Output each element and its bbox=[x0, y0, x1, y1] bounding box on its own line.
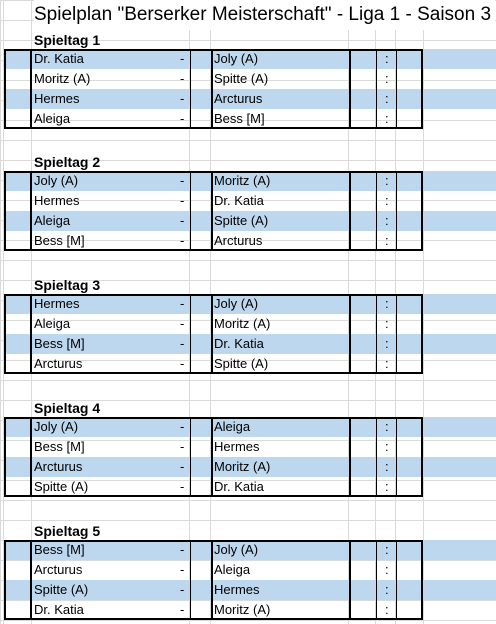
score-separator: : bbox=[385, 562, 389, 577]
vs-separator: - bbox=[180, 233, 185, 248]
away-score-cell[interactable] bbox=[396, 437, 422, 457]
away-team-cell[interactable]: Spitte (A) bbox=[214, 356, 269, 371]
away-team-cell[interactable]: Moritz (A) bbox=[214, 459, 271, 474]
away-score-cell[interactable] bbox=[396, 109, 422, 129]
home-score-cell[interactable] bbox=[350, 417, 380, 437]
home-team-cell[interactable]: Hermes bbox=[34, 91, 80, 106]
home-team-cell[interactable]: Dr. Katia bbox=[34, 602, 84, 617]
score-separator: : bbox=[385, 356, 389, 371]
away-team-cell[interactable]: Arcturus bbox=[214, 233, 263, 248]
away-team-cell[interactable]: Moritz (A) bbox=[214, 173, 271, 188]
match-row bbox=[4, 69, 496, 89]
match-row bbox=[4, 109, 496, 129]
matchday-label: Spieltag 3 bbox=[34, 277, 101, 293]
match-row bbox=[4, 600, 496, 620]
score-separator: : bbox=[385, 91, 389, 106]
vs-separator: - bbox=[180, 111, 185, 126]
home-team-cell[interactable]: Bess [M] bbox=[34, 233, 85, 248]
away-score-cell[interactable] bbox=[396, 89, 422, 109]
match-row bbox=[4, 191, 496, 211]
away-score-cell[interactable] bbox=[396, 540, 422, 560]
match-row bbox=[4, 314, 496, 334]
match-row bbox=[4, 49, 496, 69]
home-score-cell[interactable] bbox=[350, 69, 380, 89]
home-score-cell[interactable] bbox=[350, 457, 380, 477]
match-row bbox=[4, 171, 496, 191]
match-row bbox=[4, 211, 496, 231]
away-team-cell[interactable]: Aleiga bbox=[214, 419, 251, 434]
home-team-cell[interactable]: Joly (A) bbox=[34, 173, 79, 188]
home-score-cell[interactable] bbox=[350, 109, 380, 129]
vs-separator: - bbox=[180, 582, 185, 597]
away-team-cell[interactable]: Spitte (A) bbox=[214, 71, 269, 86]
score-separator: : bbox=[385, 479, 389, 494]
score-separator: : bbox=[385, 336, 389, 351]
away-team-cell[interactable]: Spitte (A) bbox=[214, 213, 269, 228]
vs-separator: - bbox=[180, 193, 185, 208]
score-separator: : bbox=[385, 71, 389, 86]
vs-separator: - bbox=[180, 459, 185, 474]
matchday-label: Spieltag 5 bbox=[34, 523, 101, 539]
home-team-cell[interactable]: Bess [M] bbox=[34, 542, 85, 557]
matchday-label: Spieltag 4 bbox=[34, 400, 101, 416]
home-team-cell[interactable]: Bess [M] bbox=[34, 439, 85, 454]
vs-separator: - bbox=[180, 419, 185, 434]
away-score-cell[interactable] bbox=[396, 171, 422, 191]
away-score-cell[interactable] bbox=[396, 580, 422, 600]
away-score-cell[interactable] bbox=[396, 560, 422, 580]
away-score-cell[interactable] bbox=[396, 191, 422, 211]
match-row bbox=[4, 477, 496, 497]
match-row bbox=[4, 560, 496, 580]
away-score-cell[interactable] bbox=[396, 334, 422, 354]
vs-separator: - bbox=[180, 213, 185, 228]
home-score-cell[interactable] bbox=[350, 540, 380, 560]
page-title: Spielplan "Berserker Meisterschaft" - Liga 1 - Saison 3 bbox=[34, 0, 495, 30]
vs-separator: - bbox=[180, 316, 185, 331]
away-team-cell[interactable]: Aleiga bbox=[214, 562, 251, 577]
away-team-cell[interactable]: Bess [M] bbox=[214, 111, 265, 126]
home-score-cell[interactable] bbox=[350, 580, 380, 600]
matchday-label: Spieltag 1 bbox=[34, 32, 101, 48]
away-team-cell[interactable]: Arcturus bbox=[214, 91, 263, 106]
away-score-cell[interactable] bbox=[396, 294, 422, 314]
away-score-cell[interactable] bbox=[396, 417, 422, 437]
vs-separator: - bbox=[180, 356, 185, 371]
away-team-cell[interactable]: Moritz (A) bbox=[214, 602, 271, 617]
vs-separator: - bbox=[180, 439, 185, 454]
away-team-cell[interactable]: Dr. Katia bbox=[214, 336, 264, 351]
away-team-cell[interactable]: Joly (A) bbox=[214, 542, 259, 557]
match-row bbox=[4, 540, 496, 560]
away-score-cell[interactable] bbox=[396, 314, 422, 334]
vs-separator: - bbox=[180, 51, 185, 66]
match-row bbox=[4, 417, 496, 437]
score-separator: : bbox=[385, 582, 389, 597]
home-score-cell[interactable] bbox=[350, 89, 380, 109]
home-score-cell[interactable] bbox=[350, 477, 380, 497]
away-score-cell[interactable] bbox=[396, 69, 422, 89]
away-team-cell[interactable]: Dr. Katia bbox=[214, 193, 264, 208]
home-team-cell[interactable]: Spitte (A) bbox=[34, 479, 89, 494]
vs-separator: - bbox=[180, 296, 185, 311]
score-separator: : bbox=[385, 111, 389, 126]
score-separator: : bbox=[385, 602, 389, 617]
matchday-label: Spieltag 2 bbox=[34, 154, 101, 170]
match-row bbox=[4, 334, 496, 354]
home-team-cell[interactable]: Arcturus bbox=[34, 459, 83, 474]
vs-separator: - bbox=[180, 479, 185, 494]
home-team-cell[interactable]: Spitte (A) bbox=[34, 582, 89, 597]
match-row bbox=[4, 437, 496, 457]
score-separator: : bbox=[385, 296, 389, 311]
away-score-cell[interactable] bbox=[396, 600, 422, 620]
home-team-cell[interactable]: Joly (A) bbox=[34, 419, 79, 434]
away-score-cell[interactable] bbox=[396, 211, 422, 231]
vs-separator: - bbox=[180, 602, 185, 617]
home-team-cell[interactable]: Moritz (A) bbox=[34, 71, 91, 86]
vs-separator: - bbox=[180, 336, 185, 351]
away-score-cell[interactable] bbox=[396, 231, 422, 251]
score-separator: : bbox=[385, 193, 389, 208]
away-score-cell[interactable] bbox=[396, 354, 422, 374]
home-team-cell[interactable]: Aleiga bbox=[34, 316, 71, 331]
score-separator: : bbox=[385, 419, 389, 434]
away-team-cell[interactable]: Moritz (A) bbox=[214, 316, 271, 331]
match-row bbox=[4, 89, 496, 109]
home-score-cell[interactable] bbox=[350, 191, 380, 211]
home-score-cell[interactable] bbox=[350, 211, 380, 231]
away-team-cell[interactable]: Joly (A) bbox=[214, 296, 259, 311]
away-score-cell[interactable] bbox=[396, 49, 422, 69]
score-separator: : bbox=[385, 439, 389, 454]
away-team-cell[interactable]: Dr. Katia bbox=[214, 479, 264, 494]
score-separator: : bbox=[385, 542, 389, 557]
away-score-cell[interactable] bbox=[396, 457, 422, 477]
match-row bbox=[4, 457, 496, 477]
match-row bbox=[4, 354, 496, 374]
home-team-cell[interactable]: Arcturus bbox=[34, 562, 83, 577]
match-row bbox=[4, 231, 496, 251]
home-score-cell[interactable] bbox=[350, 354, 380, 374]
home-score-cell[interactable] bbox=[350, 437, 380, 457]
away-team-cell[interactable]: Joly (A) bbox=[214, 51, 259, 66]
home-score-cell[interactable] bbox=[350, 314, 380, 334]
home-score-cell[interactable] bbox=[350, 560, 380, 580]
home-team-cell[interactable]: Dr. Katia bbox=[34, 51, 84, 66]
match-row bbox=[4, 294, 496, 314]
home-team-cell[interactable]: Hermes bbox=[34, 296, 80, 311]
home-team-cell[interactable]: Aleiga bbox=[34, 111, 71, 126]
away-score-cell[interactable] bbox=[396, 477, 422, 497]
vs-separator: - bbox=[180, 542, 185, 557]
vs-separator: - bbox=[180, 173, 185, 188]
home-score-cell[interactable] bbox=[350, 171, 380, 191]
home-team-cell[interactable]: Hermes bbox=[34, 193, 80, 208]
home-score-cell[interactable] bbox=[350, 334, 380, 354]
home-team-cell[interactable]: Arcturus bbox=[34, 356, 83, 371]
score-separator: : bbox=[385, 459, 389, 474]
vs-separator: - bbox=[180, 91, 185, 106]
score-separator: : bbox=[385, 173, 389, 188]
vs-separator: - bbox=[180, 71, 185, 86]
home-team-cell[interactable]: Bess [M] bbox=[34, 336, 85, 351]
home-score-cell[interactable] bbox=[350, 294, 380, 314]
score-separator: : bbox=[385, 51, 389, 66]
home-score-cell[interactable] bbox=[350, 231, 380, 251]
score-separator: : bbox=[385, 213, 389, 228]
home-score-cell[interactable] bbox=[350, 600, 380, 620]
home-team-cell[interactable]: Aleiga bbox=[34, 213, 71, 228]
score-separator: : bbox=[385, 233, 389, 248]
match-row bbox=[4, 580, 496, 600]
away-team-cell[interactable]: Hermes bbox=[214, 582, 260, 597]
score-separator: : bbox=[385, 316, 389, 331]
away-team-cell[interactable]: Hermes bbox=[214, 439, 260, 454]
home-score-cell[interactable] bbox=[350, 49, 380, 69]
vs-separator: - bbox=[180, 562, 185, 577]
